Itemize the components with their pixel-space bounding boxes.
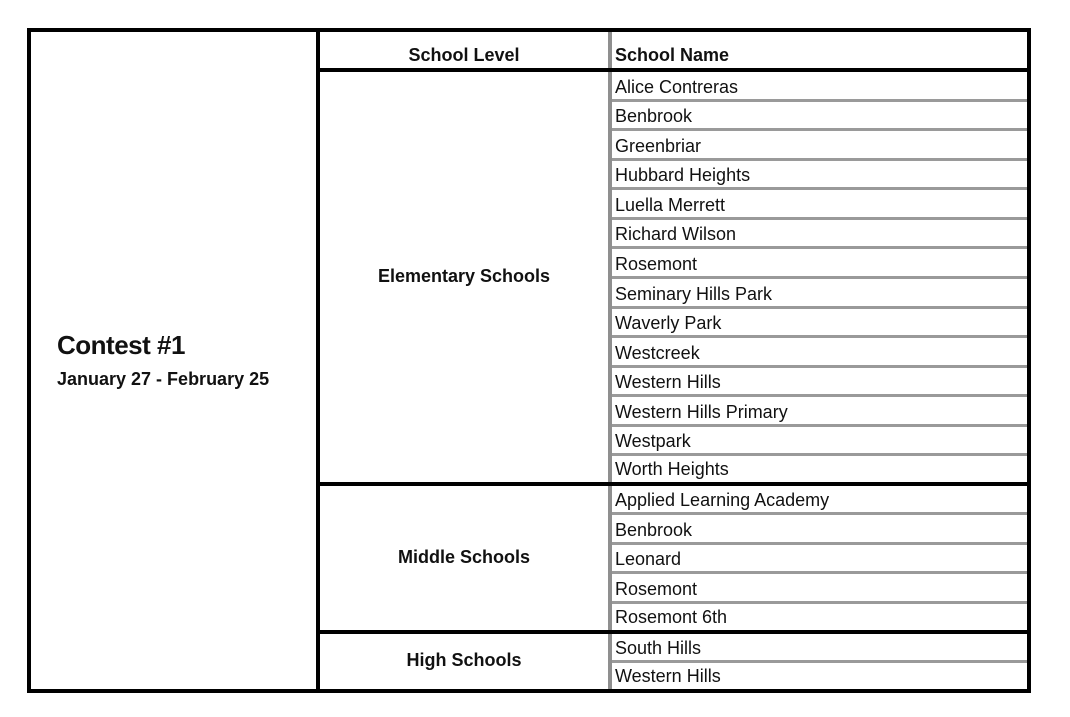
school-name: Benbrook <box>615 520 693 540</box>
level-elementary: Elementary Schools <box>377 266 551 286</box>
row-divider <box>612 453 1027 456</box>
school-name: Richard Wilson <box>615 224 737 244</box>
school-name: Western Hills Primary <box>615 402 788 422</box>
school-name: Worth Heights <box>615 459 729 479</box>
school-name: Alice Contreras <box>615 77 739 97</box>
school-name: Leonard <box>615 549 682 569</box>
group-divider <box>320 482 1027 486</box>
group-divider <box>320 630 1027 634</box>
school-name: Western Hills <box>615 666 721 686</box>
school-name: Westpark <box>615 431 691 451</box>
school-name: Benbrook <box>615 106 693 126</box>
row-divider <box>612 335 1027 338</box>
row-divider <box>612 512 1027 515</box>
row-divider <box>612 306 1027 309</box>
row-divider <box>612 542 1027 545</box>
school-name: South Hills <box>615 638 702 658</box>
header-divider <box>320 68 1027 72</box>
row-divider <box>612 187 1027 190</box>
school-name: Waverly Park <box>615 313 722 333</box>
level-middle: Middle Schools <box>397 547 530 567</box>
school-name: Seminary Hills Park <box>615 284 773 304</box>
row-divider <box>612 217 1027 220</box>
school-name: Greenbriar <box>615 136 702 156</box>
contest-dates: January 27 - February 25 <box>57 369 270 389</box>
row-divider <box>612 571 1027 574</box>
school-name: Hubbard Heights <box>615 165 751 185</box>
row-divider <box>612 660 1027 663</box>
row-divider <box>612 394 1027 397</box>
row-divider <box>612 158 1027 161</box>
contest-panel <box>31 32 316 689</box>
row-divider <box>612 128 1027 131</box>
school-name: Luella Merrett <box>615 195 726 215</box>
school-name: Western Hills <box>615 372 721 392</box>
school-name: Rosemont 6th <box>615 607 728 627</box>
school-name: Applied Learning Academy <box>615 490 830 510</box>
row-divider <box>612 99 1027 102</box>
row-divider <box>612 424 1027 427</box>
header-school-name: School Name <box>615 45 730 65</box>
school-name: Westcreek <box>615 343 700 363</box>
row-divider <box>612 276 1027 279</box>
header-school-level: School Level <box>408 45 520 65</box>
school-name: Rosemont <box>615 579 698 599</box>
contest-divider <box>316 32 320 689</box>
row-divider <box>612 246 1027 249</box>
row-divider <box>612 365 1027 368</box>
contest-title: Contest #1 <box>57 330 185 360</box>
school-name: Rosemont <box>615 254 698 274</box>
row-divider <box>612 601 1027 604</box>
level-high: High Schools <box>406 650 522 670</box>
